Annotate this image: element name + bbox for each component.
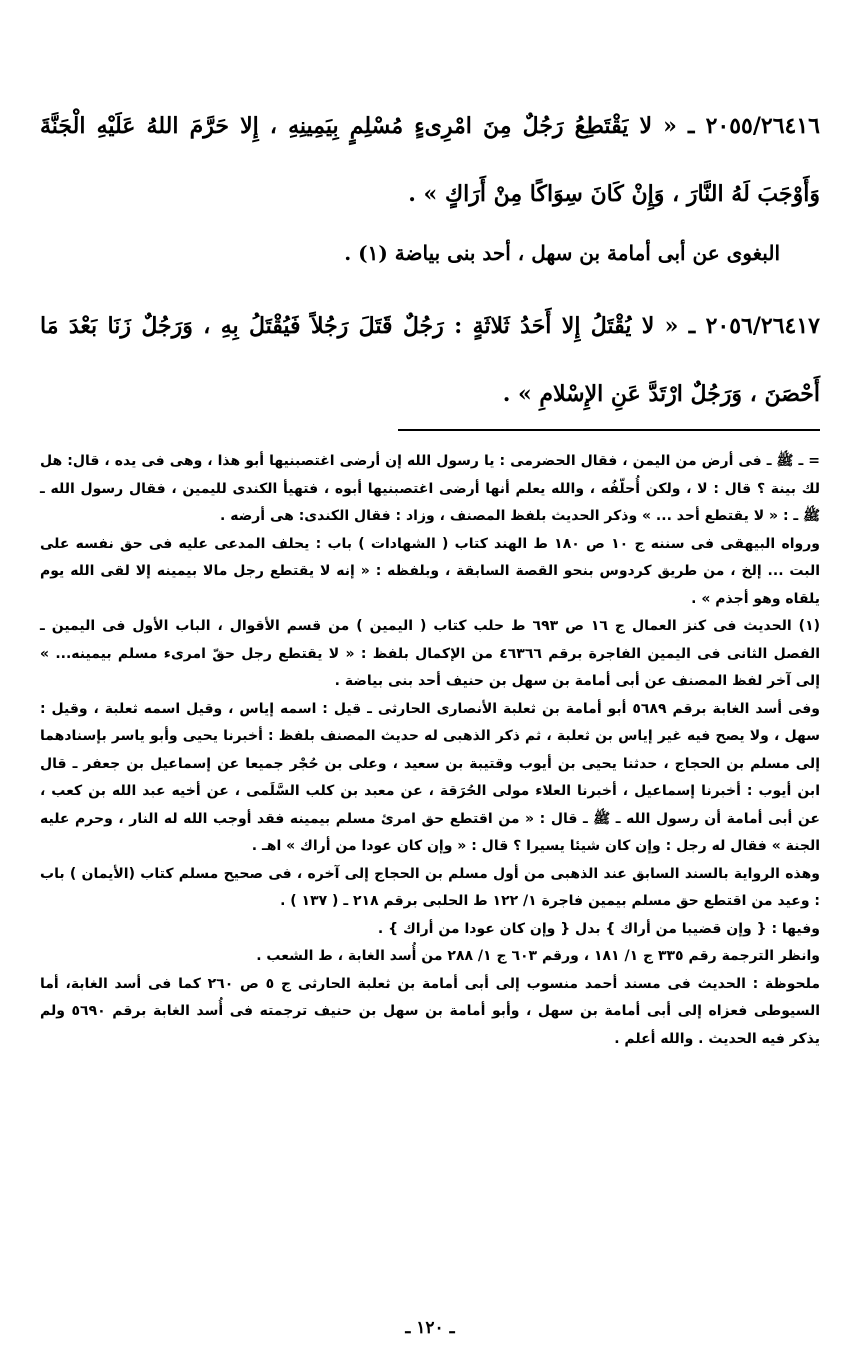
footnote-paragraph: (١) الحديث فى كنز العمال ج ١٦ ص ٦٩٣ ط حلب كتاب ( اليمين ) من قسم الأقوال ، الباب الأول فى اليمين ـ الفصل الثانى فى اليمين الفاجرة برقم ٤٦٣٦٦ من الإكمال بلفظ : « لا يقتطع رجل حقّ امرىء مسلم بيمينه... » إلى آخر لفظ المصنف عن أبى أمامة بن سهل بن حنيف أحد بنى بياضة . — [40, 618, 821, 689]
footnote-paragraph: = ـ ﷺ ـ فى أرض من اليمن ، فقال الحضرمى : يا رسول الله إن أرضى اغتصبنيها أبو هذا ، وهى فى يده ، قال: هل لك بينة ؟ قال : لا ، ولكن أُحلّفُه ، والله يعلم أنها أرضى اغتصبنيها أبوه ، فتهيأ الكندى لليمين ، فقال رسول الله ـ ﷺ ـ : « لا يقتطع أحد ... » وذكر الحديث بلفظ المصنف ، وزاد : فقال الكندى: هى أرضه . — [40, 453, 820, 524]
hadith-2055-source: البغوى عن أبى أمامة بن سهل ، أحد بنى بياضة (١) . — [344, 241, 780, 265]
footnotes — [40, 448, 820, 1053]
hadith-2056: ٢٠٥٦/٢٦٤١٧ ـ « لا يُقْتَلُ إِلا أَحَدُ ثَلاثَةٍ : رَجُلٌ قَتَلَ رَجُلاً فَيُقْتَلُ بِهِ ، وَرَجُلٌ زَنَا بَعْدَ مَا أَحْصَنَ ، وَرَجُلٌ ارْتَدَّ عَنِ الإِسْلامِ » . — [40, 313, 820, 407]
footnote-divider — [398, 429, 820, 431]
footnote-paragraph: ملحوظة : الحديث فى مسند أحمد منسوب إلى أبى أمامة بن ثعلبة الحارثى ج ٥ ص ٢٦٠ كما فى أسد الغابة، أما السيوطى فعزاه إلى أبى أمامة بن سهل ، وأبو أمامة بن سهل بن حنيف ترجمته فى أُسد الغابة برقم ٥٦٩٠ ولم يذكر فيه الحديث . والله أعلم . — [40, 975, 821, 1047]
footnote-paragraph: وانظر الترجمة رقم ٣٣٥ ج ١/ ١٨١ ، ورقم ٦٠٣ ج ١/ ٢٨٨ من أُسد الغابة ، ط الشعب . — [256, 948, 820, 964]
hadith-2055: ٢٠٥٥/٢٦٤١٦ ـ « لا يَقْتَطِعُ رَجُلٌ مِنَ امْرِىءٍ مُسْلِمٍ بِيَمِينِهِ ، إِلا حَرَّمَ اللهُ عَلَيْهِ الْجَنَّةَ وَأَوْجَبَ لَهُ النَّارَ ، وَإِنْ كَانَ سِوَاكًا مِنْ أَرَاكٍ » . — [40, 113, 820, 207]
footnote-paragraph: ورواه البيهقى فى سننه ج ١٠ ص ١٨٠ ط الهند كتاب ( الشهادات ) باب : يحلف المدعى عليه فى حق نفسه على البت ... إلخ ، من طريق كردوس بنحو القصة السابقة ، وبلفظه : « إنه لا يقتطع رجل مالا بيمينه إلا لقى الله يوم يلقاه وهو أجذم » . — [40, 535, 820, 607]
page-number: ـ ١٢٠ ـ — [405, 1318, 455, 1338]
footnote-paragraph: وهذه الرواية بالسند السابق عند الذهبى من أول مسلم بن الحجاج إلى آخره ، فى صحيح مسلم كتاب (الأيمان ) باب : وعيد من اقتطع حق مسلم بيمين فاجرة ١/ ١٢٢ ط الحلبى برقم ٢١٨ ـ ( ١٣٧ ) . — [40, 865, 820, 909]
footnote-paragraph: وفى أسد الغابة برقم ٥٦٨٩ أبو أمامة بن ثعلبة الأنصارى الحارثى ـ قيل : اسمه إياس ، وقيل اسمه ثعلبة ، وقيل : سهل ، ولا يصح فيه غير إياس بن ثعلبة ، ثم ذكر الذهبى له حديث المصنف بلفظ : أخبرنا يحيى وأبو ياسر بإسنادهما إلى مسلم بن الحجاج ، حدثنا يحيى بن أيوب وقتيبة بن سعيد ، وعلى بن حُجْر جميعا عن إسماعيل بن جعفر ـ قال ابن أيوب : أخبرنا إسماعيل ، أخبرنا العلاء مولى الحُرَقة ، عن معبد بن كلب السَّلَمى ، عن أخيه عبد الله بن كعب ، عن أبى أمامة أن رسول الله ـ ﷺ ـ قال : « من اقتطع حق امرئ مسلم بيمينه فقد أوجب الله له النار ، وحرم عليه الجنة » فقال له رجل : وإن كان شيئا يسيرا ؟ قال : « وإن كان عودا من أراك » اهـ . — [40, 700, 820, 854]
document-page — [40, 0, 820, 1361]
footnote-paragraph: وفيها : { وإن قضيبا من أراك } بدل { وإن كان عودا من أراك } . — [377, 920, 820, 937]
